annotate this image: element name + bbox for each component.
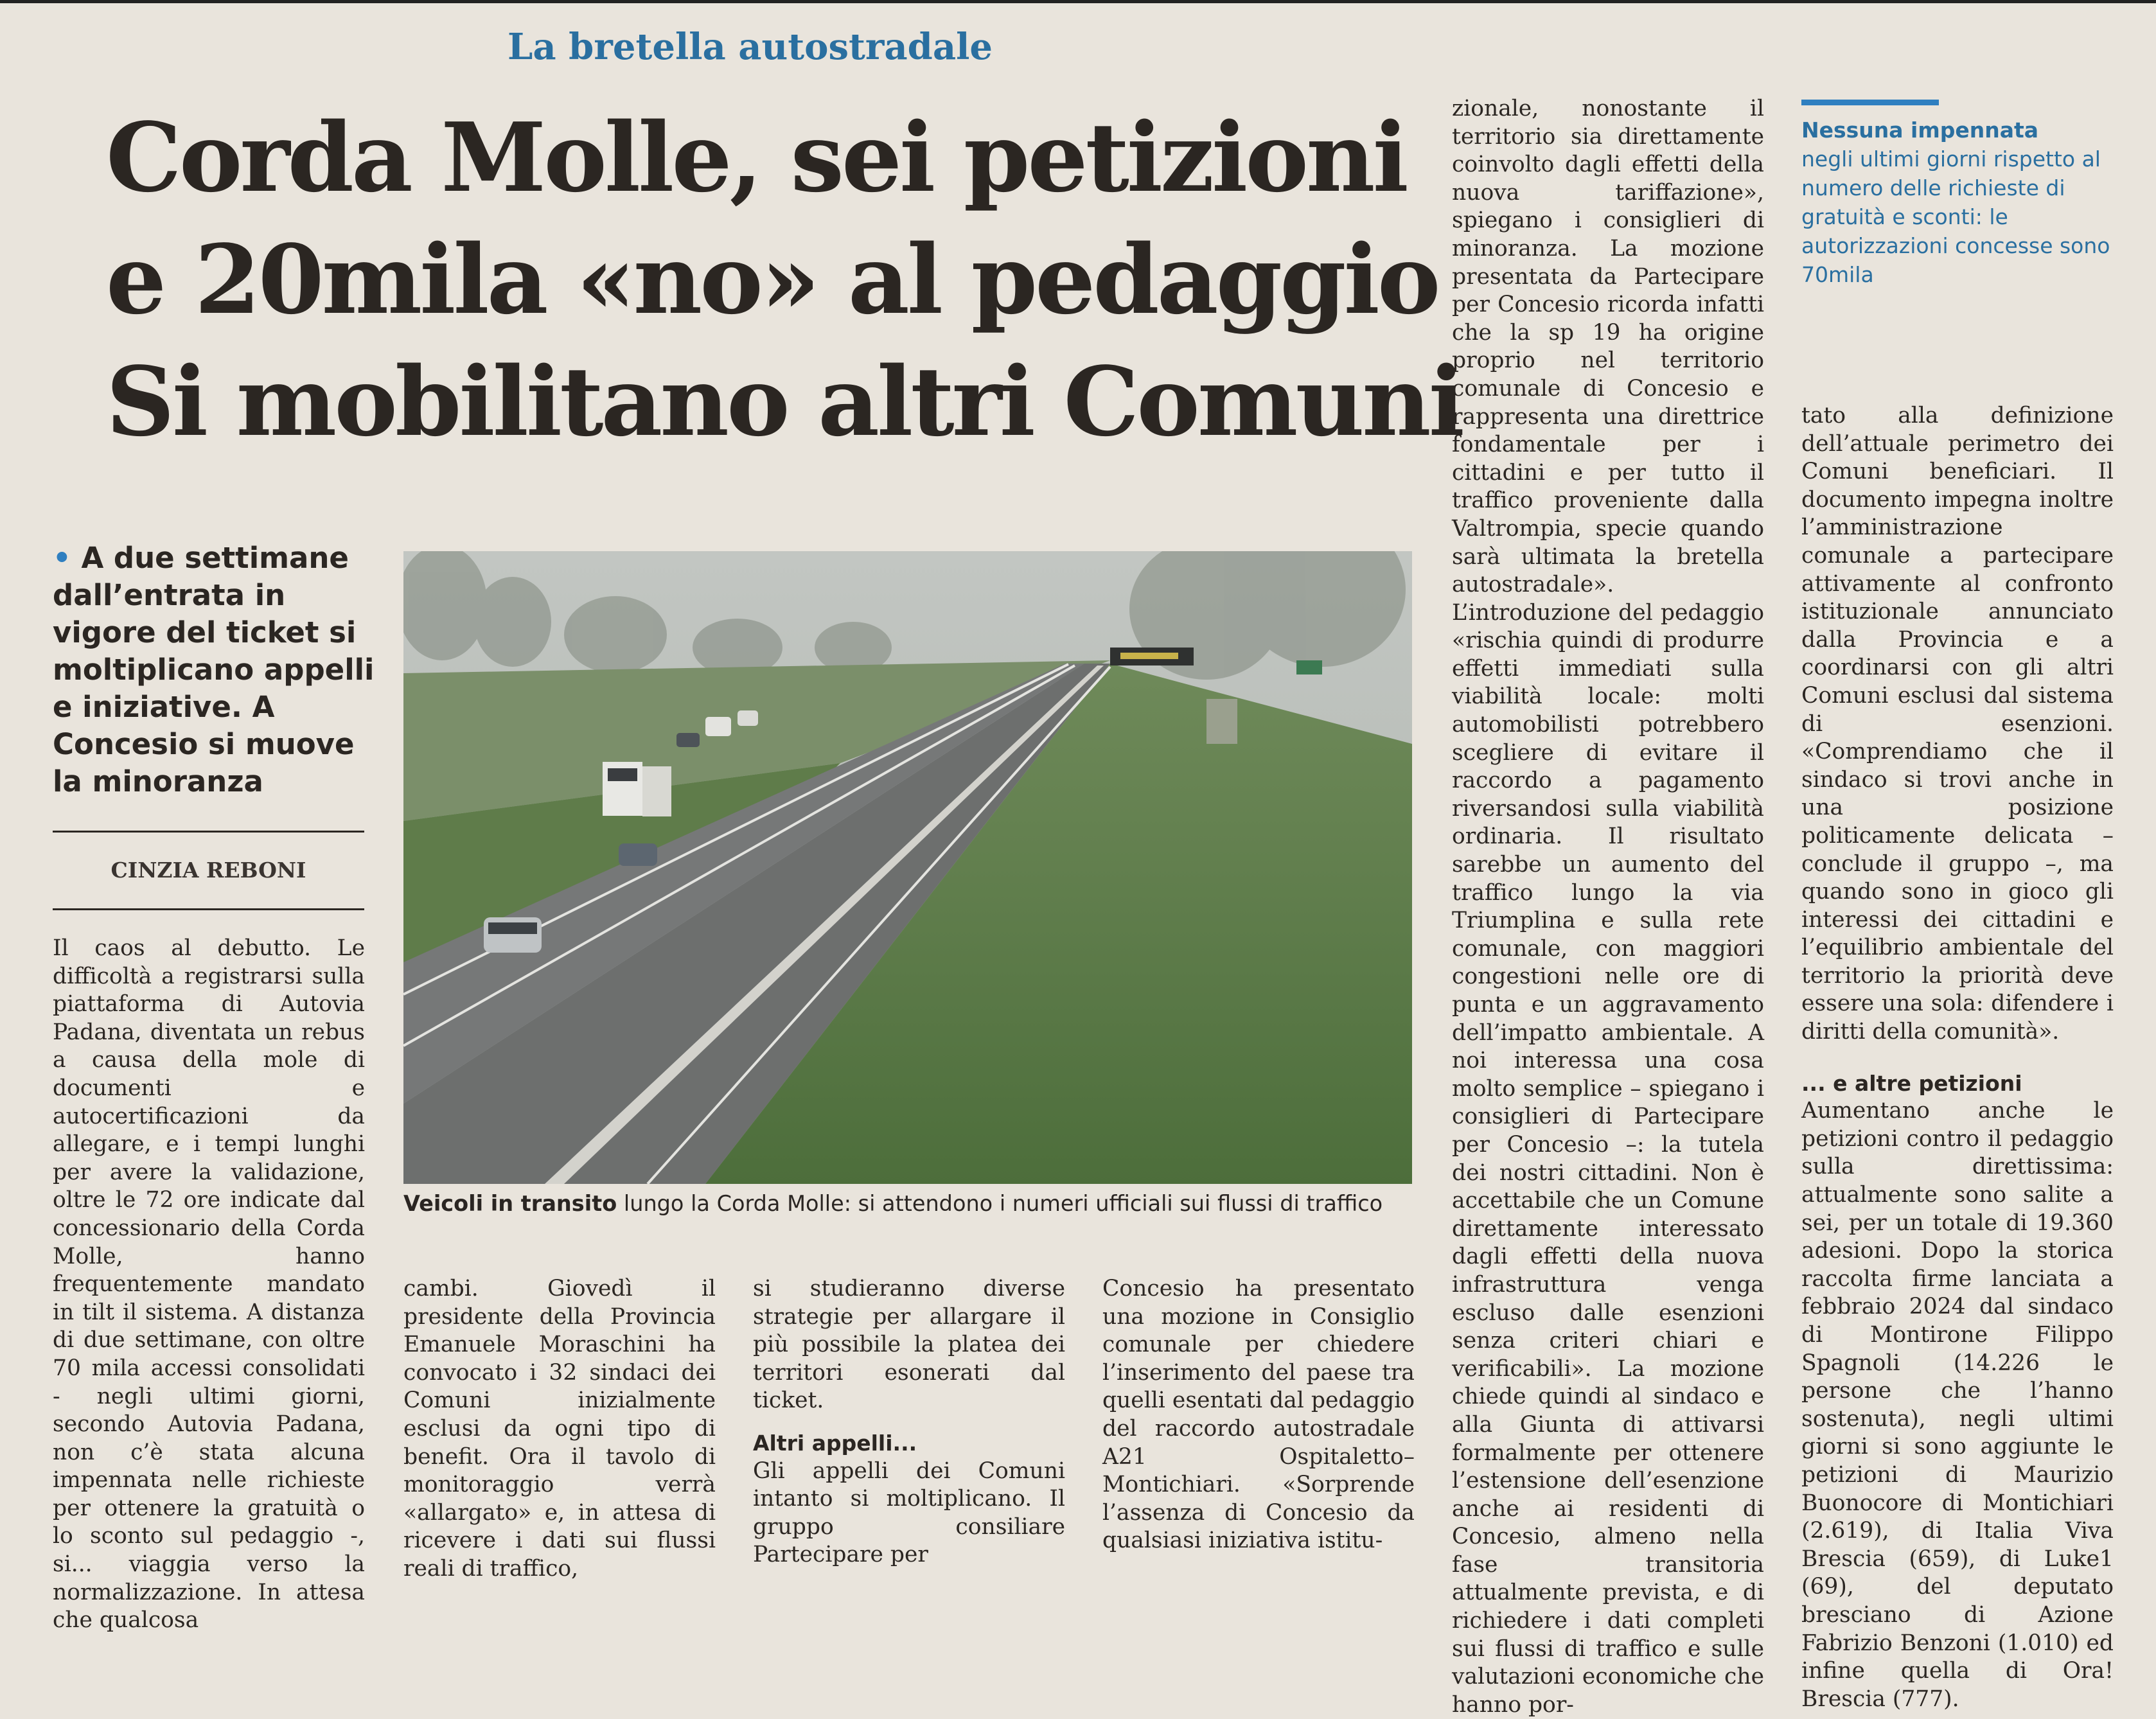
article-photo [403, 551, 1412, 1184]
section-kicker: La bretella autostradale [508, 26, 993, 68]
column-4-text: Concesio ha presentato una mozione in Consiglio comunale per chiedere l’inserimento del paese tra quelli esentati dal pedaggio del raccordo autostradale A21 Ospitaletto–Montichiari. «Sorprende l’assenza di Concesio da qualsiasi iniziativa istitu- [1102, 1276, 1415, 1554]
column-3-text-2: Gli appelli dei Comuni intanto si moltiplicano. Il gruppo consiliare Partecipare per [753, 1458, 1065, 1568]
subhead-altre-petizioni: ... e altre petizioni [1801, 1070, 2022, 1096]
author-byline: CINZIA REBONI [110, 858, 306, 883]
article-column-3 [753, 1275, 1065, 1569]
byline-rule-bottom [53, 908, 364, 910]
sidebar-accent-bar [1801, 100, 1939, 105]
caption-text: lungo la Corda Molle: si attendono i numeri ufficiali sui flussi di traffico [617, 1191, 1383, 1216]
top-rule [0, 0, 2156, 3]
headline-line-3: Si mobilitano altri Comuni [106, 346, 1462, 457]
summary-text: A due settimane dall’entrata in vigore del ticket si moltiplicano appelli e iniziative. A Concesio si muove la minoranza [53, 541, 375, 798]
article-column-4 [1102, 1275, 1415, 1555]
bullet-icon: • [53, 541, 71, 575]
column-1-text: Il caos al debutto. Le difficoltà a registrarsi sulla piattaforma di Autovia Padana, diventata un rebus a causa della mole di documenti e autocertificazioni da allegare, e i tempi lunghi per avere la validazione, oltre le 72 ore indicate dal concessionario della Corda Molle, hanno frequentemente mandato in tilt il sistema. A distanza di due settimane, con oltre 70 mila accessi consolidati - negli ultimi giorni, secondo Autovia Padana, non c’è stata alcuna impennata nelle richieste per ottenere la gratuità o lo sconto sul pedaggio -, si... viaggia verso la normalizzazione. In attesa che qualcosa [53, 935, 365, 1634]
photo-caption [403, 1190, 1431, 1218]
article-summary [53, 540, 387, 800]
article-column-5 [1452, 95, 1764, 1719]
column-5-text: zionale, nonostante il territorio sia direttamente coinvolto dagli effetti della nuova tariffazione», spiegano i consiglieri di minoranza. La mozione presentata da Partecipare per Concesio ricorda infatti che la sp 19 ha origine proprio nel territorio comunale di Concesio e rappresenta una direttrice fondamentale per i cittadini e per tutto il traffico proveniente dalla Valtrompia, specie quando sarà ultimata la bretella autostradale». L’introduzione del pedaggio «rischia quindi di produrre effetti immediati sulla viabilità locale: molti automobilisti potrebbero scegliere di evitare il raccordo a pagamento riversandosi sulla viabilità ordinaria. Il risultato sarebbe un aumento del traffico lungo la via Triumplina e sulla rete comunale, con maggiori congestioni nelle ore di punta e un aggravamento dell’impatto ambientale. A noi interessa una cosa molto semplice – spiegano i consiglieri di Partecipare per Concesio –: la tutela dei nostri cittadini. Non è accettabile che un Comune direttamente interessato dagli effetti della nuova infrastruttura venga escluso dalle esenzioni senza criteri chiari e verificabili». La mozione chiede quindi al sindaco e alla Giunta di attivarsi formalmente per ottenere l’estensione dell’esenzione anche ai residenti di Concesio, almeno nella fase transitoria attualmente prevista, e di richiedere i dati completi sui flussi di traffico e sulle valutazioni economiche che hanno por- [1452, 96, 1764, 1718]
article-column-1 [53, 935, 365, 1635]
subhead-altri-appelli: Altri appelli... [753, 1430, 917, 1456]
caption-lead: Veicoli in transito [403, 1191, 617, 1216]
headline-line-2: e 20mila «no» al pedaggio [106, 224, 1438, 335]
highway-photo-image [403, 551, 1412, 1184]
column-3-text-1: si studieranno diverse strategie per allargare il più possibile la platea dei territori esonerati dal ticket. [753, 1276, 1065, 1414]
sidebar-lead: Nessuna impennata [1801, 118, 2039, 143]
column-6-text-1: tato alla definizione dell’attuale perimetro dei Comuni beneficiari. Il documento impegna inoltre l’amministrazione comunale a partecipare attivamente al confronto istituzionale annunciato dalla Provincia e a coordinarsi con gli altri Comuni esclusi dal sistema di esenzioni. «Comprendiamo che il sindaco si trovi anche in una posizione politicamente delicata – conclude il gruppo –, ma quando sono in gioco gli interessi dei cittadini e l’equilibrio ambientale del territorio la priorità deve essere una sola: difendere i diritti della comunità». [1801, 403, 2114, 1045]
sidebar-text: negli ultimi giorni rispetto al numero delle richieste di gratuità e sconti: le autorizzazioni concesse sono 70mila [1801, 146, 2110, 287]
page-title [106, 96, 1462, 463]
byline-rule-top [53, 831, 364, 833]
column-2-text: cambi. Giovedì il presidente della Provincia Emanuele Moraschini ha convocato i 32 sindaci dei Comuni inizialmente esclusi da ogni tipo di benefit. Ora il tavolo di monitoraggio verrà «allargato» e, in attesa di ricevere i dati sui flussi reali di traffico, [403, 1276, 716, 1582]
headline-line-1: Corda Molle, sei petizioni [106, 101, 1406, 213]
sidebar-note [1801, 116, 2135, 289]
column-6-text-2: Aumentano anche le petizioni contro il pedaggio sulla direttissima: attualmente sono salite a sei, per un totale di 19.360 adesioni. Dopo la storica raccolta firme lanciata a febbraio 2024 dal sindaco di Montirone Filippo Spagnoli (14.226 le persone che l’hanno sostenuta), negli ultimi giorni si sono aggiunte le petizioni di Maurizio Buonocore di Montichiari (2.619), di Italia Viva Brescia (659), di Luke1 (69), del deputato bresciano di Azione Fabrizio Benzoni (1.010) ed infine quella di Ora! Brescia (777). [1801, 1098, 2114, 1712]
article-column-2 [403, 1275, 716, 1583]
article-column-6 [1801, 402, 2114, 1713]
